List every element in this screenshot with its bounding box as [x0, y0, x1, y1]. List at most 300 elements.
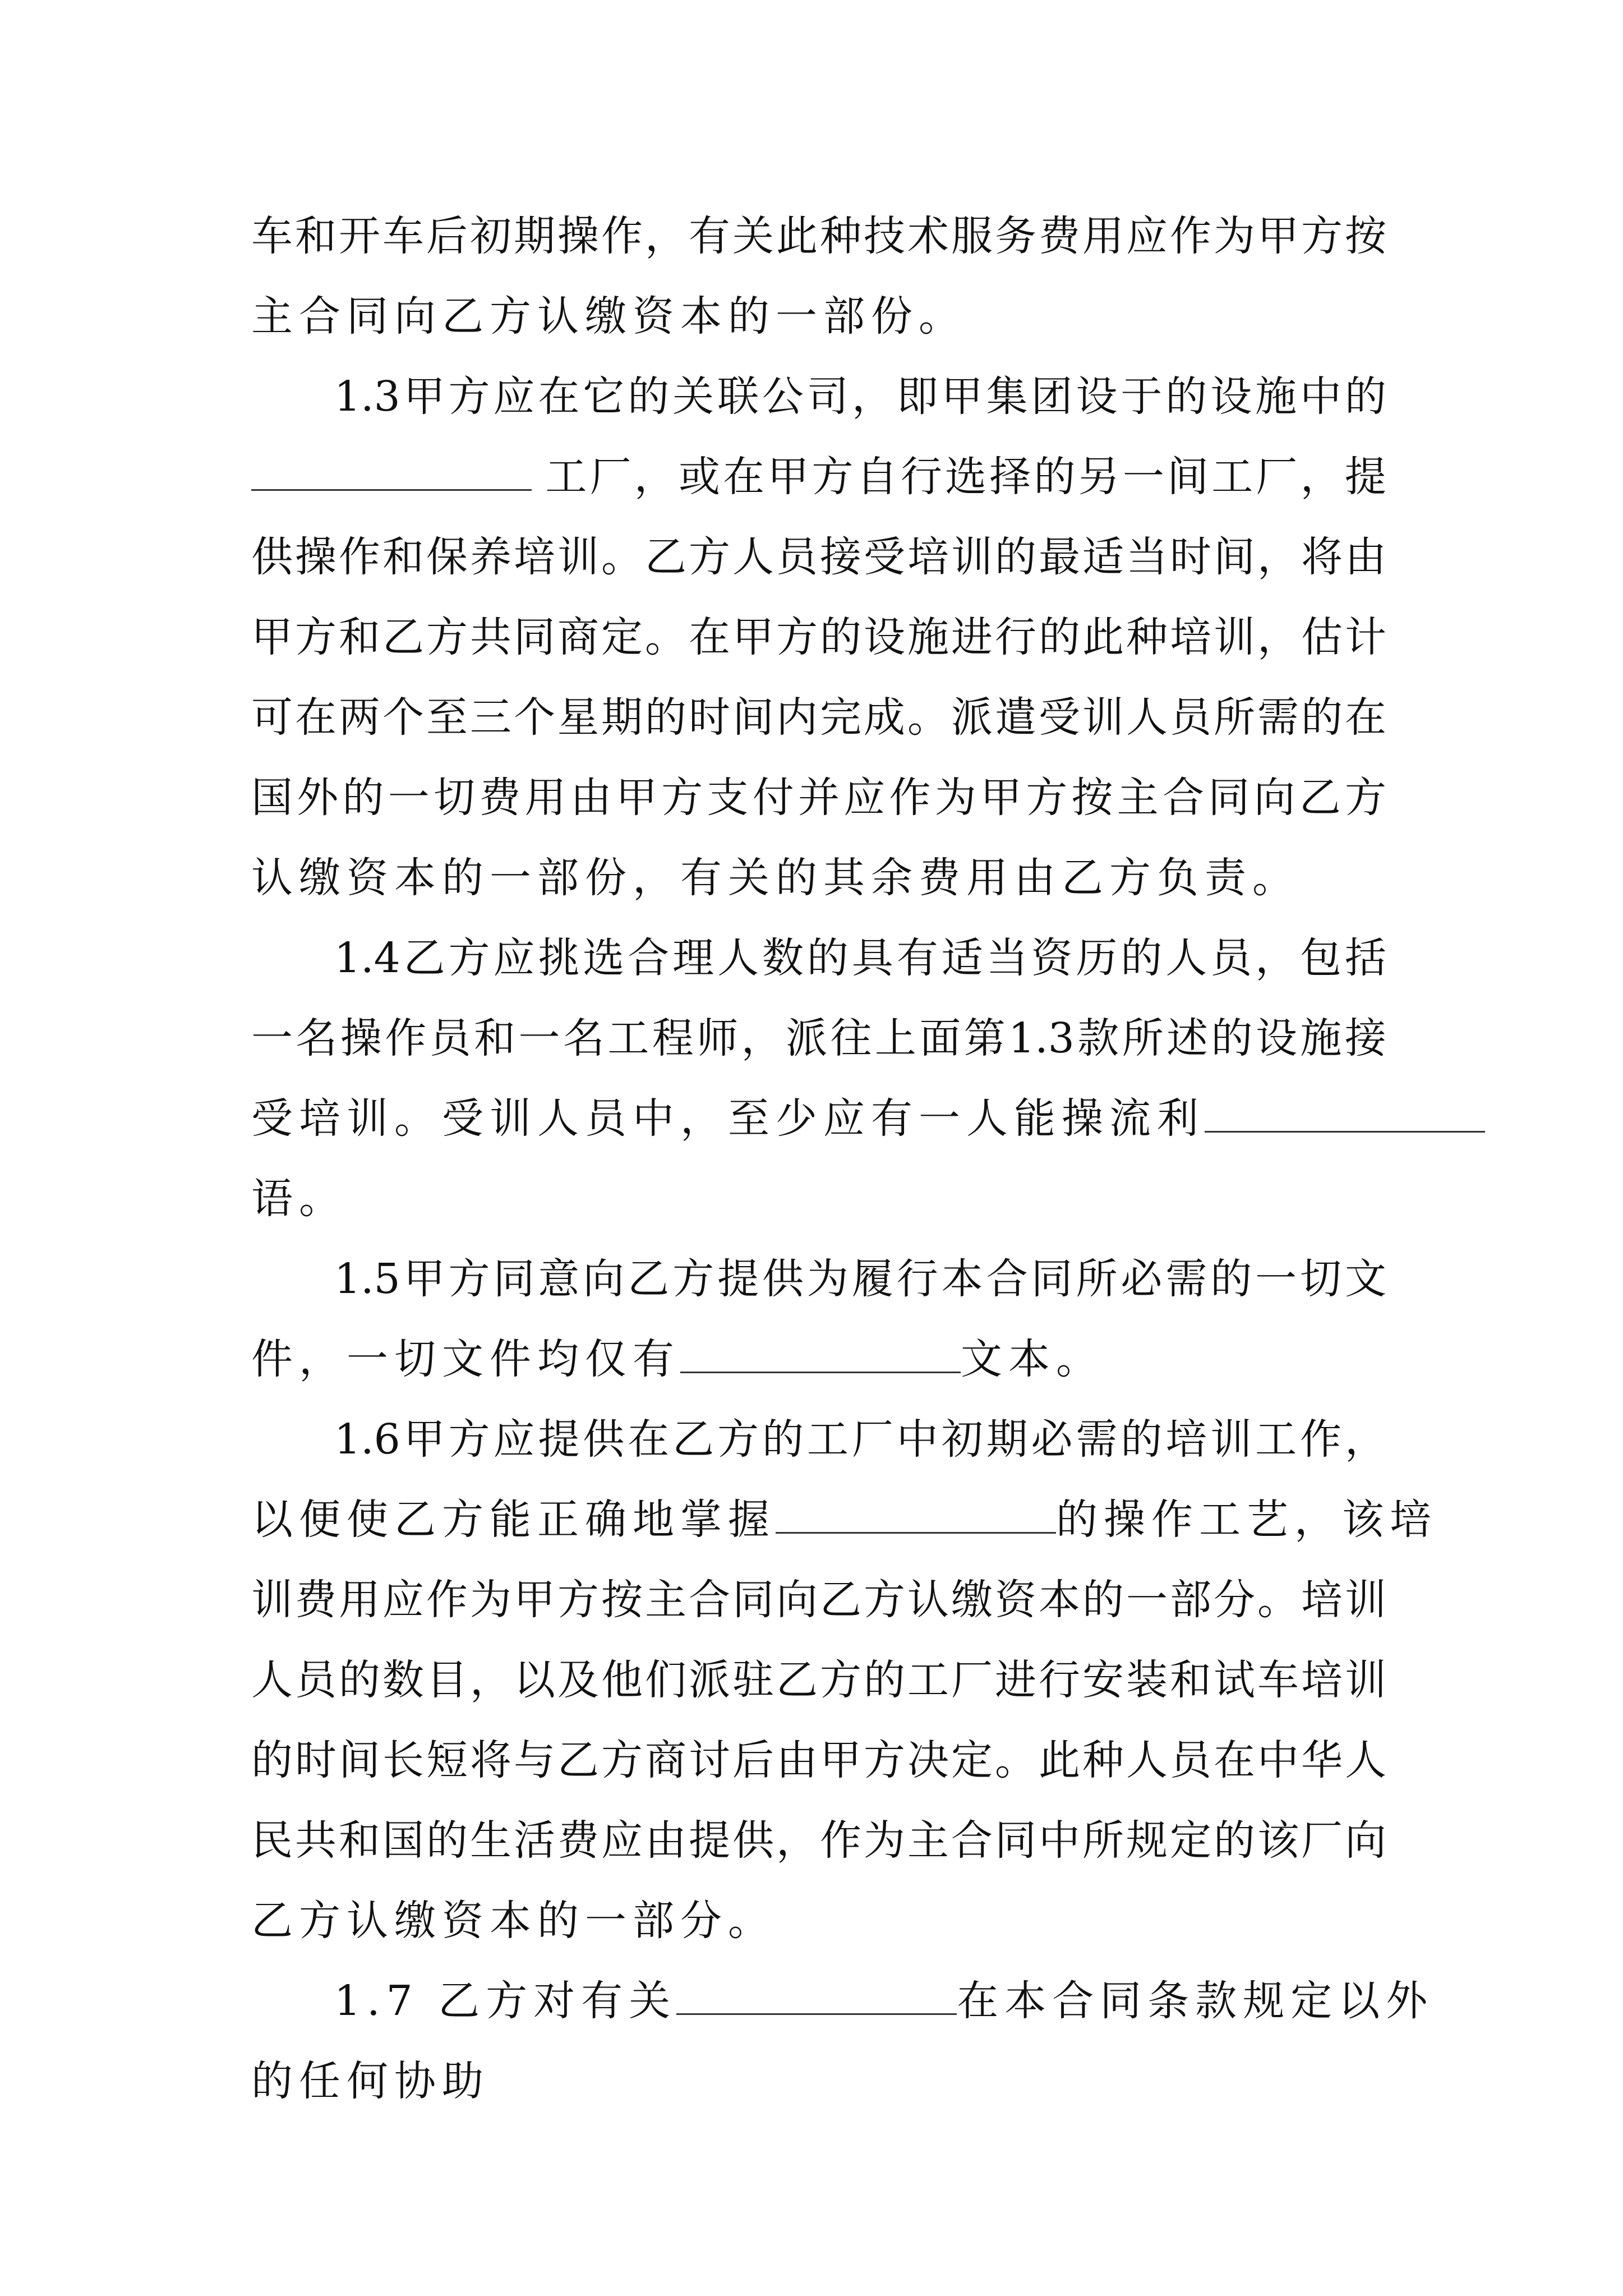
glyph: 员: [295, 1656, 336, 1704]
glyph: 国: [382, 1816, 424, 1865]
glyph: 行: [995, 613, 1036, 661]
glyph: 在: [538, 372, 580, 421]
glyph: 在: [628, 1415, 670, 1464]
glyph: 工: [1255, 1415, 1297, 1464]
glyph: 的: [1121, 934, 1163, 982]
glyph: 他: [601, 1656, 643, 1704]
glyph: 按: [1345, 212, 1386, 260]
text-line: [251, 597, 1386, 678]
glyph: 中: [1039, 1816, 1080, 1865]
line-text: 乙方认缴资本的一部分。: [251, 1897, 776, 1945]
glyph: 成: [864, 693, 905, 742]
glyph: 数: [762, 934, 804, 982]
glyph: 自: [856, 453, 898, 501]
glyph: 方: [820, 1656, 861, 1704]
glyph: 有: [896, 934, 938, 982]
glyph: 最: [1039, 533, 1080, 581]
glyph: 方: [448, 934, 490, 982]
glyph: 接: [1344, 1014, 1386, 1062]
text-line: [251, 196, 1386, 277]
glyph: 方: [448, 1255, 490, 1303]
glyph: 的: [995, 533, 1036, 581]
line-text: 主合同向乙方认缴资本的一部份。: [251, 292, 966, 341]
glyph: 向: [1253, 774, 1295, 822]
glyph: 的: [1165, 372, 1207, 421]
glyph: 同: [1031, 1255, 1073, 1303]
glyph: 甲: [732, 613, 774, 661]
glyph: 派: [689, 1656, 730, 1704]
text-line: [251, 517, 1386, 597]
glyph: 本: [941, 1255, 983, 1303]
glyph: 训: [951, 533, 993, 581]
glyph: ，: [741, 1014, 783, 1062]
glyph: 设: [864, 613, 905, 661]
glyph: 需: [1165, 1255, 1207, 1303]
glyph: 在: [1345, 693, 1386, 742]
glyph: 作: [426, 1576, 468, 1624]
glyph: 的: [806, 934, 849, 982]
glyph: 1.6: [334, 1415, 400, 1464]
glyph: 缴: [951, 1576, 993, 1624]
glyph: 后: [426, 212, 468, 260]
glyph: 费: [295, 1576, 336, 1624]
glyph: 应: [493, 372, 535, 421]
glyph: 面: [919, 1014, 961, 1062]
glyph: 期: [986, 1415, 1028, 1464]
glyph: 个: [514, 693, 555, 742]
glyph: ，: [1300, 453, 1342, 501]
glyph: 一: [251, 1014, 293, 1062]
glyph: 的: [1034, 453, 1076, 501]
glyph: 用: [339, 1576, 380, 1624]
glyph: 间: [339, 1736, 380, 1784]
text-line: [251, 1961, 1434, 2041]
glyph: 设: [1210, 372, 1252, 421]
glyph: 工: [545, 453, 587, 501]
glyph: 遣: [995, 693, 1036, 742]
glyph: 本: [1039, 1576, 1080, 1624]
glyph: 并: [798, 774, 840, 822]
line-text: 的任何协助: [251, 2057, 490, 2105]
glyph: 厂: [1256, 453, 1298, 501]
glyph: 接: [820, 533, 861, 581]
glyph: 的: [342, 774, 384, 822]
glyph: 述: [1166, 1014, 1209, 1062]
glyph: 工: [907, 1656, 949, 1704]
glyph: 应: [382, 1576, 424, 1624]
glyph: 和: [339, 1816, 380, 1865]
glyph: 的: [1210, 1255, 1252, 1303]
glyph: 1.3: [1008, 1014, 1075, 1062]
glyph: 培: [907, 533, 949, 581]
glyph: 理: [672, 934, 714, 982]
line-text: 语。: [251, 1175, 347, 1223]
glyph: 三: [470, 693, 511, 742]
line-text-after-blank: 文本。: [961, 1335, 1104, 1383]
glyph: 方: [295, 613, 336, 661]
text-line: [251, 1720, 1386, 1801]
glyph: 人: [717, 934, 759, 982]
glyph: 历: [1076, 934, 1118, 982]
glyph: 为: [470, 1576, 511, 1624]
glyph: 将: [1301, 533, 1343, 581]
glyph: 训: [1082, 693, 1124, 742]
glyph: 付: [752, 774, 794, 822]
glyph: 的: [1214, 1816, 1255, 1865]
glyph: 应: [843, 774, 886, 822]
text-line: [251, 838, 1386, 918]
glyph: 车: [251, 212, 293, 260]
glyph: ，: [470, 1656, 511, 1704]
glyph: 们: [645, 1656, 686, 1704]
glyph: 的: [1039, 613, 1080, 661]
glyph: 的: [645, 693, 686, 742]
glyph: 员: [1170, 693, 1211, 742]
glyph: 同: [995, 1816, 1036, 1865]
glyph: 它: [583, 372, 625, 421]
glyph: 训: [1345, 1656, 1386, 1704]
glyph: 训: [1210, 1415, 1252, 1464]
glyph: 外: [297, 774, 339, 822]
glyph: 适: [1082, 533, 1124, 581]
glyph: 培: [1301, 1656, 1343, 1704]
glyph: 资: [1031, 934, 1073, 982]
glyph: 为: [1214, 212, 1255, 260]
glyph: 在: [1214, 1736, 1255, 1784]
glyph: 保: [426, 533, 468, 581]
glyph: 上: [874, 1014, 916, 1062]
glyph: 和: [474, 1014, 516, 1062]
fill-in-blank[interactable]: [676, 1974, 957, 2015]
glyph: 定: [601, 613, 643, 661]
glyph: 车: [1257, 1656, 1299, 1704]
glyph: 方: [689, 533, 730, 581]
glyph: 种: [1126, 613, 1168, 661]
line-text-after-blank: 的操作工艺，该培: [1056, 1496, 1437, 1544]
glyph: 受: [1039, 693, 1080, 742]
glyph: 供: [762, 1255, 804, 1303]
glyph: 合: [628, 934, 670, 982]
glyph: 此: [1082, 613, 1124, 661]
glyph: 第: [963, 1014, 1006, 1062]
glyph: 培: [1165, 1415, 1207, 1464]
glyph: 人: [732, 533, 774, 581]
glyph: 作: [385, 1014, 427, 1062]
glyph: 方: [601, 1736, 643, 1784]
glyph: 主: [907, 1816, 949, 1865]
glyph: 安: [1082, 1656, 1124, 1704]
glyph: 训: [1345, 1576, 1386, 1624]
glyph: 该: [1257, 1816, 1299, 1865]
glyph: 方: [661, 774, 703, 822]
glyph: 数: [382, 1656, 424, 1704]
glyph: 供: [732, 1816, 774, 1865]
glyph: 训: [251, 1576, 293, 1624]
glyph: 作: [1300, 1415, 1342, 1464]
glyph: 员: [1210, 934, 1252, 982]
glyph: 关: [672, 372, 714, 421]
glyph: 团: [1031, 372, 1073, 421]
glyph: 共: [470, 613, 511, 661]
glyph: 可: [251, 693, 293, 742]
glyph: ，: [1344, 1415, 1386, 1464]
glyph: 认: [907, 1576, 949, 1624]
glyph: 初: [941, 1415, 983, 1464]
glyph: 费: [479, 774, 521, 822]
glyph: 甲: [403, 372, 445, 421]
glyph: 甲: [1257, 212, 1299, 260]
glyph: 用: [1082, 212, 1124, 260]
glyph: 的: [339, 1656, 380, 1704]
glyph: 厂: [951, 1656, 993, 1704]
glyph: 厂: [1301, 1816, 1343, 1865]
glyph: 合: [689, 1576, 730, 1624]
glyph: 。: [1257, 1576, 1299, 1624]
glyph: 支: [707, 774, 749, 822]
glyph: 。: [601, 533, 643, 581]
glyph: 设: [1255, 1014, 1297, 1062]
glyph: 作: [889, 774, 931, 822]
glyph: 资: [995, 1576, 1036, 1624]
glyph: 即: [896, 372, 938, 421]
glyph: 方: [448, 372, 490, 421]
glyph: 同: [732, 1576, 774, 1624]
text-line: [251, 1480, 1437, 1560]
glyph: 按: [601, 1576, 643, 1624]
glyph: 商: [645, 1736, 686, 1784]
glyph: 人: [251, 1656, 293, 1704]
glyph: 人: [1126, 1736, 1168, 1784]
glyph: 中: [1257, 1736, 1299, 1784]
glyph: 另: [1078, 453, 1120, 501]
glyph: 装: [1126, 1656, 1168, 1704]
glyph: 派: [951, 693, 993, 742]
glyph: 或: [678, 453, 720, 501]
glyph: 期: [601, 693, 643, 742]
glyph: 款: [1077, 1014, 1119, 1062]
glyph: 集: [986, 372, 1028, 421]
glyph: 师: [697, 1014, 739, 1062]
glyph: 方: [448, 1415, 490, 1464]
glyph: 方: [864, 1736, 905, 1784]
glyph: 合: [1163, 774, 1204, 822]
text-line: [251, 758, 1386, 838]
glyph: ，: [1255, 934, 1297, 982]
glyph: 方: [557, 1576, 599, 1624]
glyph: 应: [1126, 212, 1168, 260]
glyph: 作: [339, 533, 380, 581]
glyph: 提: [689, 1816, 730, 1865]
glyph: 关: [732, 212, 774, 260]
glyph: 训: [1214, 613, 1255, 661]
glyph: 挑: [538, 934, 580, 982]
glyph: 种: [820, 212, 861, 260]
glyph: 派: [786, 1014, 828, 1062]
glyph: 所: [1082, 1816, 1124, 1865]
glyph: 规: [1126, 1816, 1168, 1865]
glyph: 。: [907, 693, 949, 742]
glyph: 估: [1301, 613, 1343, 661]
glyph: 厂: [589, 453, 631, 501]
glyph: 当: [1126, 533, 1168, 581]
glyph: 有: [689, 212, 730, 260]
glyph: 行: [896, 1255, 938, 1303]
glyph: 训: [557, 533, 599, 581]
glyph: 将: [470, 1736, 511, 1784]
glyph: 施: [907, 613, 949, 661]
glyph: 和: [1170, 1656, 1211, 1704]
glyph: 行: [900, 453, 942, 501]
glyph: 服: [951, 212, 993, 260]
glyph: 工: [1211, 453, 1253, 501]
glyph: 至: [426, 693, 468, 742]
glyph: 同: [514, 613, 555, 661]
glyph: 同: [493, 1255, 535, 1303]
glyph: 短: [426, 1736, 468, 1784]
glyph: 此: [1039, 1736, 1080, 1784]
glyph: 工: [806, 1415, 849, 1464]
fill-in-blank[interactable]: [776, 1493, 1056, 1534]
glyph: 切: [1300, 1255, 1342, 1303]
glyph: 往: [830, 1014, 872, 1062]
glyph: 。: [645, 613, 686, 661]
glyph: 由: [1345, 533, 1386, 581]
text-line: [251, 1400, 1386, 1480]
text-line: [251, 1239, 1386, 1319]
glyph: 的: [820, 613, 861, 661]
glyph: 人: [1165, 934, 1207, 982]
glyph: 决: [907, 1736, 949, 1784]
glyph: 培: [1301, 1576, 1343, 1624]
fill-in-blank[interactable]: [680, 1332, 961, 1373]
glyph: 费: [557, 1816, 599, 1865]
glyph: 司: [806, 372, 849, 421]
glyph: 开: [339, 212, 380, 260]
glyph: ，: [1257, 613, 1299, 661]
glyph: 乙: [820, 1576, 861, 1624]
glyph: 操: [295, 533, 336, 581]
glyph: 个: [382, 693, 424, 742]
glyph: 乙: [382, 613, 424, 661]
glyph: 为: [806, 1255, 849, 1303]
glyph: 甲: [403, 1415, 445, 1464]
glyph: 提: [1344, 453, 1386, 501]
glyph: 作: [820, 1816, 861, 1865]
glyph: 初: [470, 212, 511, 260]
line-text: 受培训。受训人员中，至少应有一人能操流利: [251, 1094, 1205, 1143]
glyph: 养: [470, 533, 511, 581]
glyph: 技: [864, 212, 905, 260]
glyph: 甲: [251, 613, 293, 661]
glyph: 具: [851, 934, 893, 982]
glyph: 由: [776, 1736, 818, 1784]
glyph: 按: [1071, 774, 1113, 822]
glyph: 间: [732, 693, 774, 742]
glyph: 公: [762, 372, 804, 421]
glyph: 和: [382, 533, 424, 581]
glyph: 方: [1301, 212, 1343, 260]
glyph: 活: [514, 1816, 555, 1865]
glyph: 员: [776, 533, 818, 581]
glyph: 选: [945, 453, 987, 501]
glyph: 的: [762, 1415, 804, 1464]
glyph: 与: [514, 1736, 555, 1784]
glyph: 生: [470, 1816, 511, 1865]
glyph: 以: [514, 1656, 555, 1704]
glyph: 进: [995, 1656, 1036, 1704]
fill-in-blank[interactable]: [1205, 1092, 1485, 1133]
glyph: 向: [1345, 1816, 1386, 1865]
glyph: 及: [557, 1656, 599, 1704]
glyph: 一: [1126, 1576, 1168, 1624]
glyph: 完: [820, 693, 861, 742]
text-line: [251, 999, 1386, 1079]
glyph: 时: [689, 693, 730, 742]
glyph: 行: [1039, 1656, 1080, 1704]
glyph: 进: [951, 613, 993, 661]
text-line: [251, 2041, 1386, 2122]
glyph: 提: [717, 1255, 759, 1303]
glyph: ，: [645, 212, 686, 260]
glyph: 合: [951, 1816, 993, 1865]
glyph: 的: [628, 372, 670, 421]
line-text: 认缴资本的一部份，有关的其余费用由乙方负责。: [251, 854, 1300, 902]
glyph: 乙: [557, 1736, 599, 1784]
text-line: [251, 1319, 1386, 1400]
fill-in-blank[interactable]: [251, 450, 532, 491]
glyph: 甲: [767, 453, 809, 501]
glyph: 甲: [980, 774, 1022, 822]
text-line: [251, 277, 1386, 357]
glyph: ，: [851, 372, 893, 421]
text-line: [251, 1640, 1386, 1720]
glyph: 培: [1170, 613, 1211, 661]
glyph: 两: [339, 693, 380, 742]
glyph: 应: [493, 934, 535, 982]
glyph: 联: [717, 372, 759, 421]
glyph: 务: [995, 212, 1036, 260]
glyph: 期: [514, 212, 555, 260]
glyph: 乙: [645, 533, 686, 581]
glyph: 适: [941, 934, 983, 982]
glyph: 乙: [776, 1656, 818, 1704]
glyph: 的: [1121, 1415, 1163, 1464]
glyph: 一: [1122, 453, 1164, 501]
glyph: 为: [934, 774, 976, 822]
glyph: 施: [1300, 1014, 1342, 1062]
line-text: 件，一切文件均仅有: [251, 1335, 680, 1383]
glyph: 名: [562, 1014, 605, 1062]
glyph: 间: [1214, 533, 1255, 581]
glyph: 操: [340, 1014, 382, 1062]
glyph: 部: [1170, 1576, 1211, 1624]
glyph: 华: [1301, 1736, 1343, 1784]
glyph: 时: [295, 1736, 336, 1784]
glyph: 需: [1257, 693, 1299, 742]
glyph: 的: [864, 1656, 905, 1704]
glyph: 方: [717, 1415, 759, 1464]
glyph: 乙: [628, 1255, 670, 1303]
text-line: [251, 918, 1386, 999]
glyph: 切: [434, 774, 475, 822]
document-page: [251, 196, 1437, 2122]
glyph: 所: [1214, 693, 1255, 742]
glyph: 员: [429, 1014, 471, 1062]
text-line: [251, 1560, 1386, 1640]
glyph: 设: [1076, 372, 1118, 421]
glyph: 名: [296, 1014, 338, 1062]
glyph: 分: [1214, 1576, 1255, 1624]
